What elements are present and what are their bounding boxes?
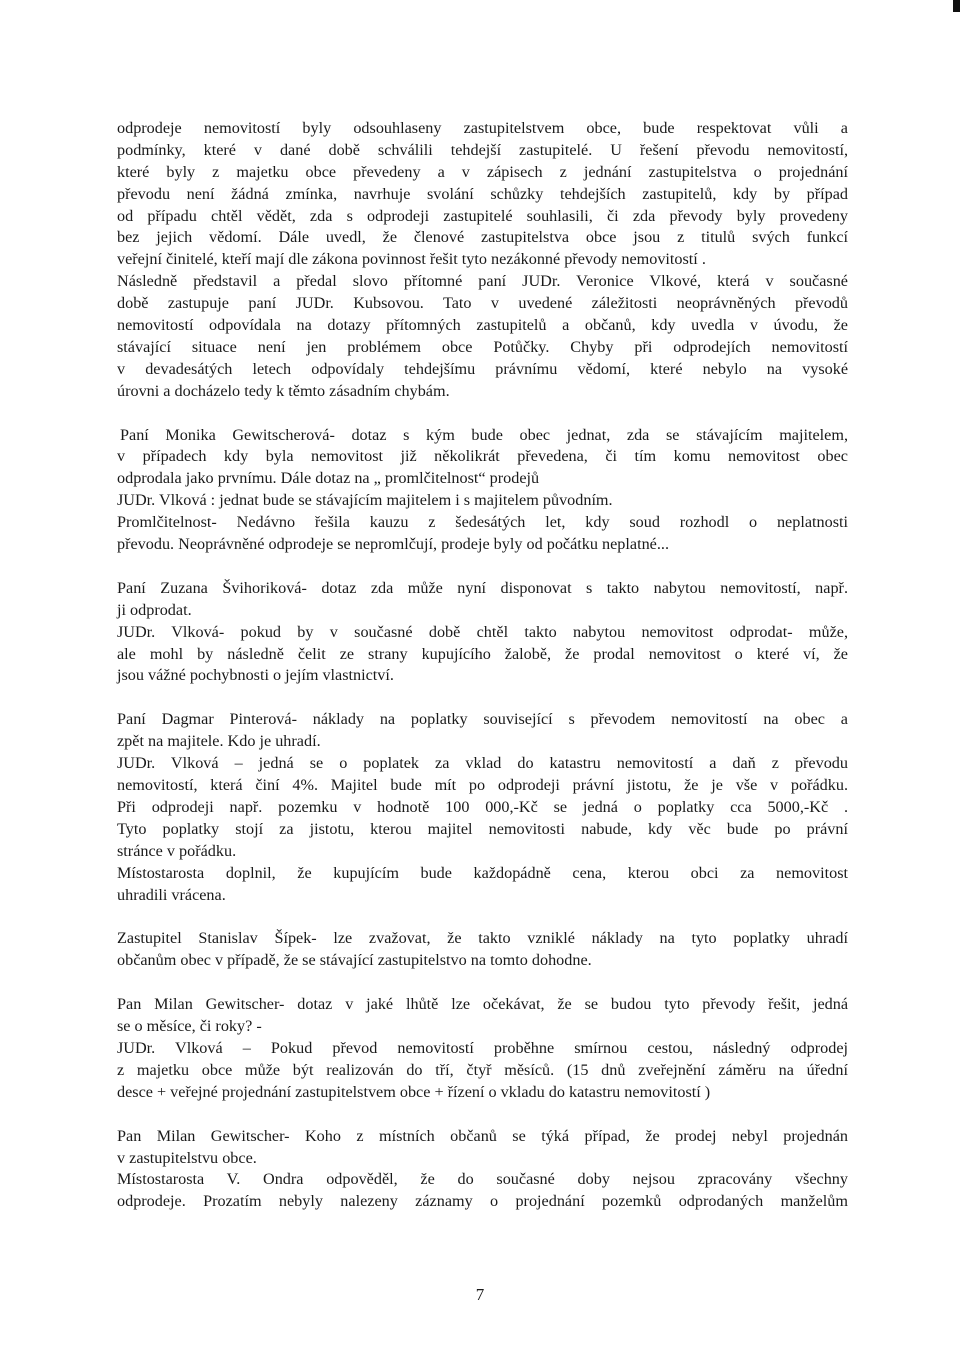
text-line: jsou vážné pochybnosti o jejím vlastnictví. (117, 666, 394, 685)
text-line: ji odprodat. (117, 600, 192, 619)
text-line: v zastupitelstvu obce. (117, 1148, 257, 1167)
text-line: odprodala jako prvnímu. Dále dotaz na „ promlčitelnost“ prodejů (117, 469, 540, 488)
text-line: převodu není žádná zmínka, navrhuje svolání schůzky tehdejších zastupitelů, kdy by případ (117, 184, 848, 203)
paragraph (117, 994, 848, 1103)
text-line: uhradili vrácena. (117, 885, 226, 904)
text-line: stávající situace není jen problémem obce Potůčky. Chyby při odprodejích nemovitostí (117, 337, 848, 356)
text-line: zpět na majitele. Kdo je uhradí. (117, 732, 321, 751)
text-line: Místostarosta doplnil, že kupujícím bude každopádně cena, kterou obci za nemovitost (117, 863, 848, 882)
text-line: v případech kdy byla nemovitost již několikrát převedena, či tím komu nemovitost obec (117, 447, 848, 466)
text-line: Promlčitelnost- Nedávno řešila kauzu z šedesátých let, kdy soud rozhodl o neplatnosti (117, 513, 848, 532)
text-line: JUDr. Vlková – Pokud převod nemovitostí proběhne smírnou cestou, následný odprodej (117, 1038, 848, 1057)
text-line: desce + veřejné projednání zastupitelstvem obce + řízení o vkladu do katastru nemovitostí ) (117, 1082, 711, 1101)
text-line: Paní Zuzana Švihoriková- dotaz zda může nyní disponovat s takto nabytou nemovitostí, např. (117, 578, 848, 597)
scan-corner-mark (953, 0, 960, 12)
paragraph (117, 118, 848, 403)
text-line: které byly z majetku obce převedeny a v zápisech z jednání zastupitelstva o projednání (117, 162, 848, 181)
text-line: Paní Monika Gewitscherová- dotaz s kým bude obec jednat, zda se stávajícím majitelem, (120, 425, 848, 444)
text-line: podmínky, které v dané době schválili tehdejší zastupitelé. U řešení převodu nemovitostí, (117, 140, 848, 159)
text-line: Zastupitel Stanislav Šípek- lze zvažovat, že takto vzniklé náklady na tyto poplatky uhradí (117, 929, 848, 948)
text-line: JUDr. Vlková – jedná se o poplatek za vklad do katastru nemovitostí a daň z převodu (117, 754, 848, 773)
text-line: ale mohl by následně čelit ze strany kupujícího žalobě, že prodal nemovitost o které ví, že (117, 644, 848, 663)
paragraph (117, 1126, 848, 1214)
text-line: od případu chtěl vědět, zda s odprodeji zastupitelé souhlasili, či zda převody byly provedeny (117, 206, 848, 225)
text-line: bez jejich vědomí. Dále uvedl, že členové zastupitelstva obce jsou z titulů svých funkcí (117, 228, 848, 247)
text-line: z majetku obce může být realizován do tří, čtyř měsíců. (15 dnů zveřejnění záměru na úřední (117, 1060, 848, 1079)
paragraph (117, 709, 848, 906)
paragraph (117, 578, 848, 687)
text-line: JUDr. Vlková : jednat bude se stávajícím majitelem i s majitelem původním. (117, 491, 613, 510)
text-line: Pan Milan Gewitscher- dotaz v jaké lhůtě lze očekávat, že se budou tyto převody řešit, jedná (117, 995, 848, 1014)
text-line: nemovitostí, která činí 4%. Majitel bude mít po odprodeji právní jistotu, že je vše v pořádku. (117, 776, 848, 795)
text-line: stránce v pořádku. (117, 841, 237, 860)
text-line: Místostarosta V. Ondra odpověděl, že do současné doby nejsou zpracovány všechny (117, 1170, 848, 1189)
text-line: v devadesátých letech odpovídaly tehdejšímu právnímu vědomí, které nebylo na vysoké (117, 359, 848, 378)
text-line: Pan Milan Gewitscher- Koho z místních občanů se týká případ, že prodej nebyl projednán (117, 1126, 848, 1145)
text-line: občanům obec v případě, že se stávající zastupitelstvo na tomto dohodne. (117, 951, 592, 970)
text-line: Následně představil a předal slovo přítomné paní JUDr. Veronice Vlkové, která v současné (117, 272, 848, 291)
page-number: 7 (475, 1285, 485, 1304)
paragraph (117, 425, 848, 556)
text-line: Při odprodeji např. pozemku v hodnotě 100 000,-Kč se jedná o poplatky cca 5000,-Kč . (117, 797, 848, 816)
text-line: Tyto poplatky stojí za jistotu, kterou majitel nemovitosti nabude, kdy věc bude po právní (117, 819, 848, 838)
text-line: Paní Dagmar Pinterová- náklady na poplatky související s převodem nemovitostí na obec a (117, 710, 848, 729)
text-line: odprodeje nemovitostí byly odsouhlaseny zastupitelstvem obce, bude respektovat vůli a (117, 119, 848, 137)
text-line: nemovitostí odpovídala na dotazy přítomných zastupitelů a občanů, kdy uvedla v úvodu, že (117, 316, 848, 335)
text-line: JUDr. Vlková- pokud by v současné době chtěl takto nabytou nemovitost odprodat- může, (117, 622, 848, 641)
text-line: úrovni a docházelo tedy k těmto zásadním chybám. (117, 381, 450, 400)
text-line: se o měsíce, či roky? - (117, 1017, 262, 1036)
text-line: odprodeje. Prozatím nebyly nalezeny záznamy o projednání pozemků odprodaných manželům (117, 1192, 848, 1211)
text-line: převodu. Neoprávněné odprodeje se nepromlčují, prodeje byly od počátku neplatné... (117, 535, 669, 554)
text-line: době zastupuje paní JUDr. Kubsovou. Tato v uvedené záležitosti neoprávněných převodů (117, 294, 848, 313)
text-line: veřejní činitelé, kteří mají dle zákona povinnost řešit tyto nezákonné převody nemovitostí . (117, 250, 706, 269)
paragraph (117, 928, 848, 972)
document-body (117, 118, 848, 1235)
